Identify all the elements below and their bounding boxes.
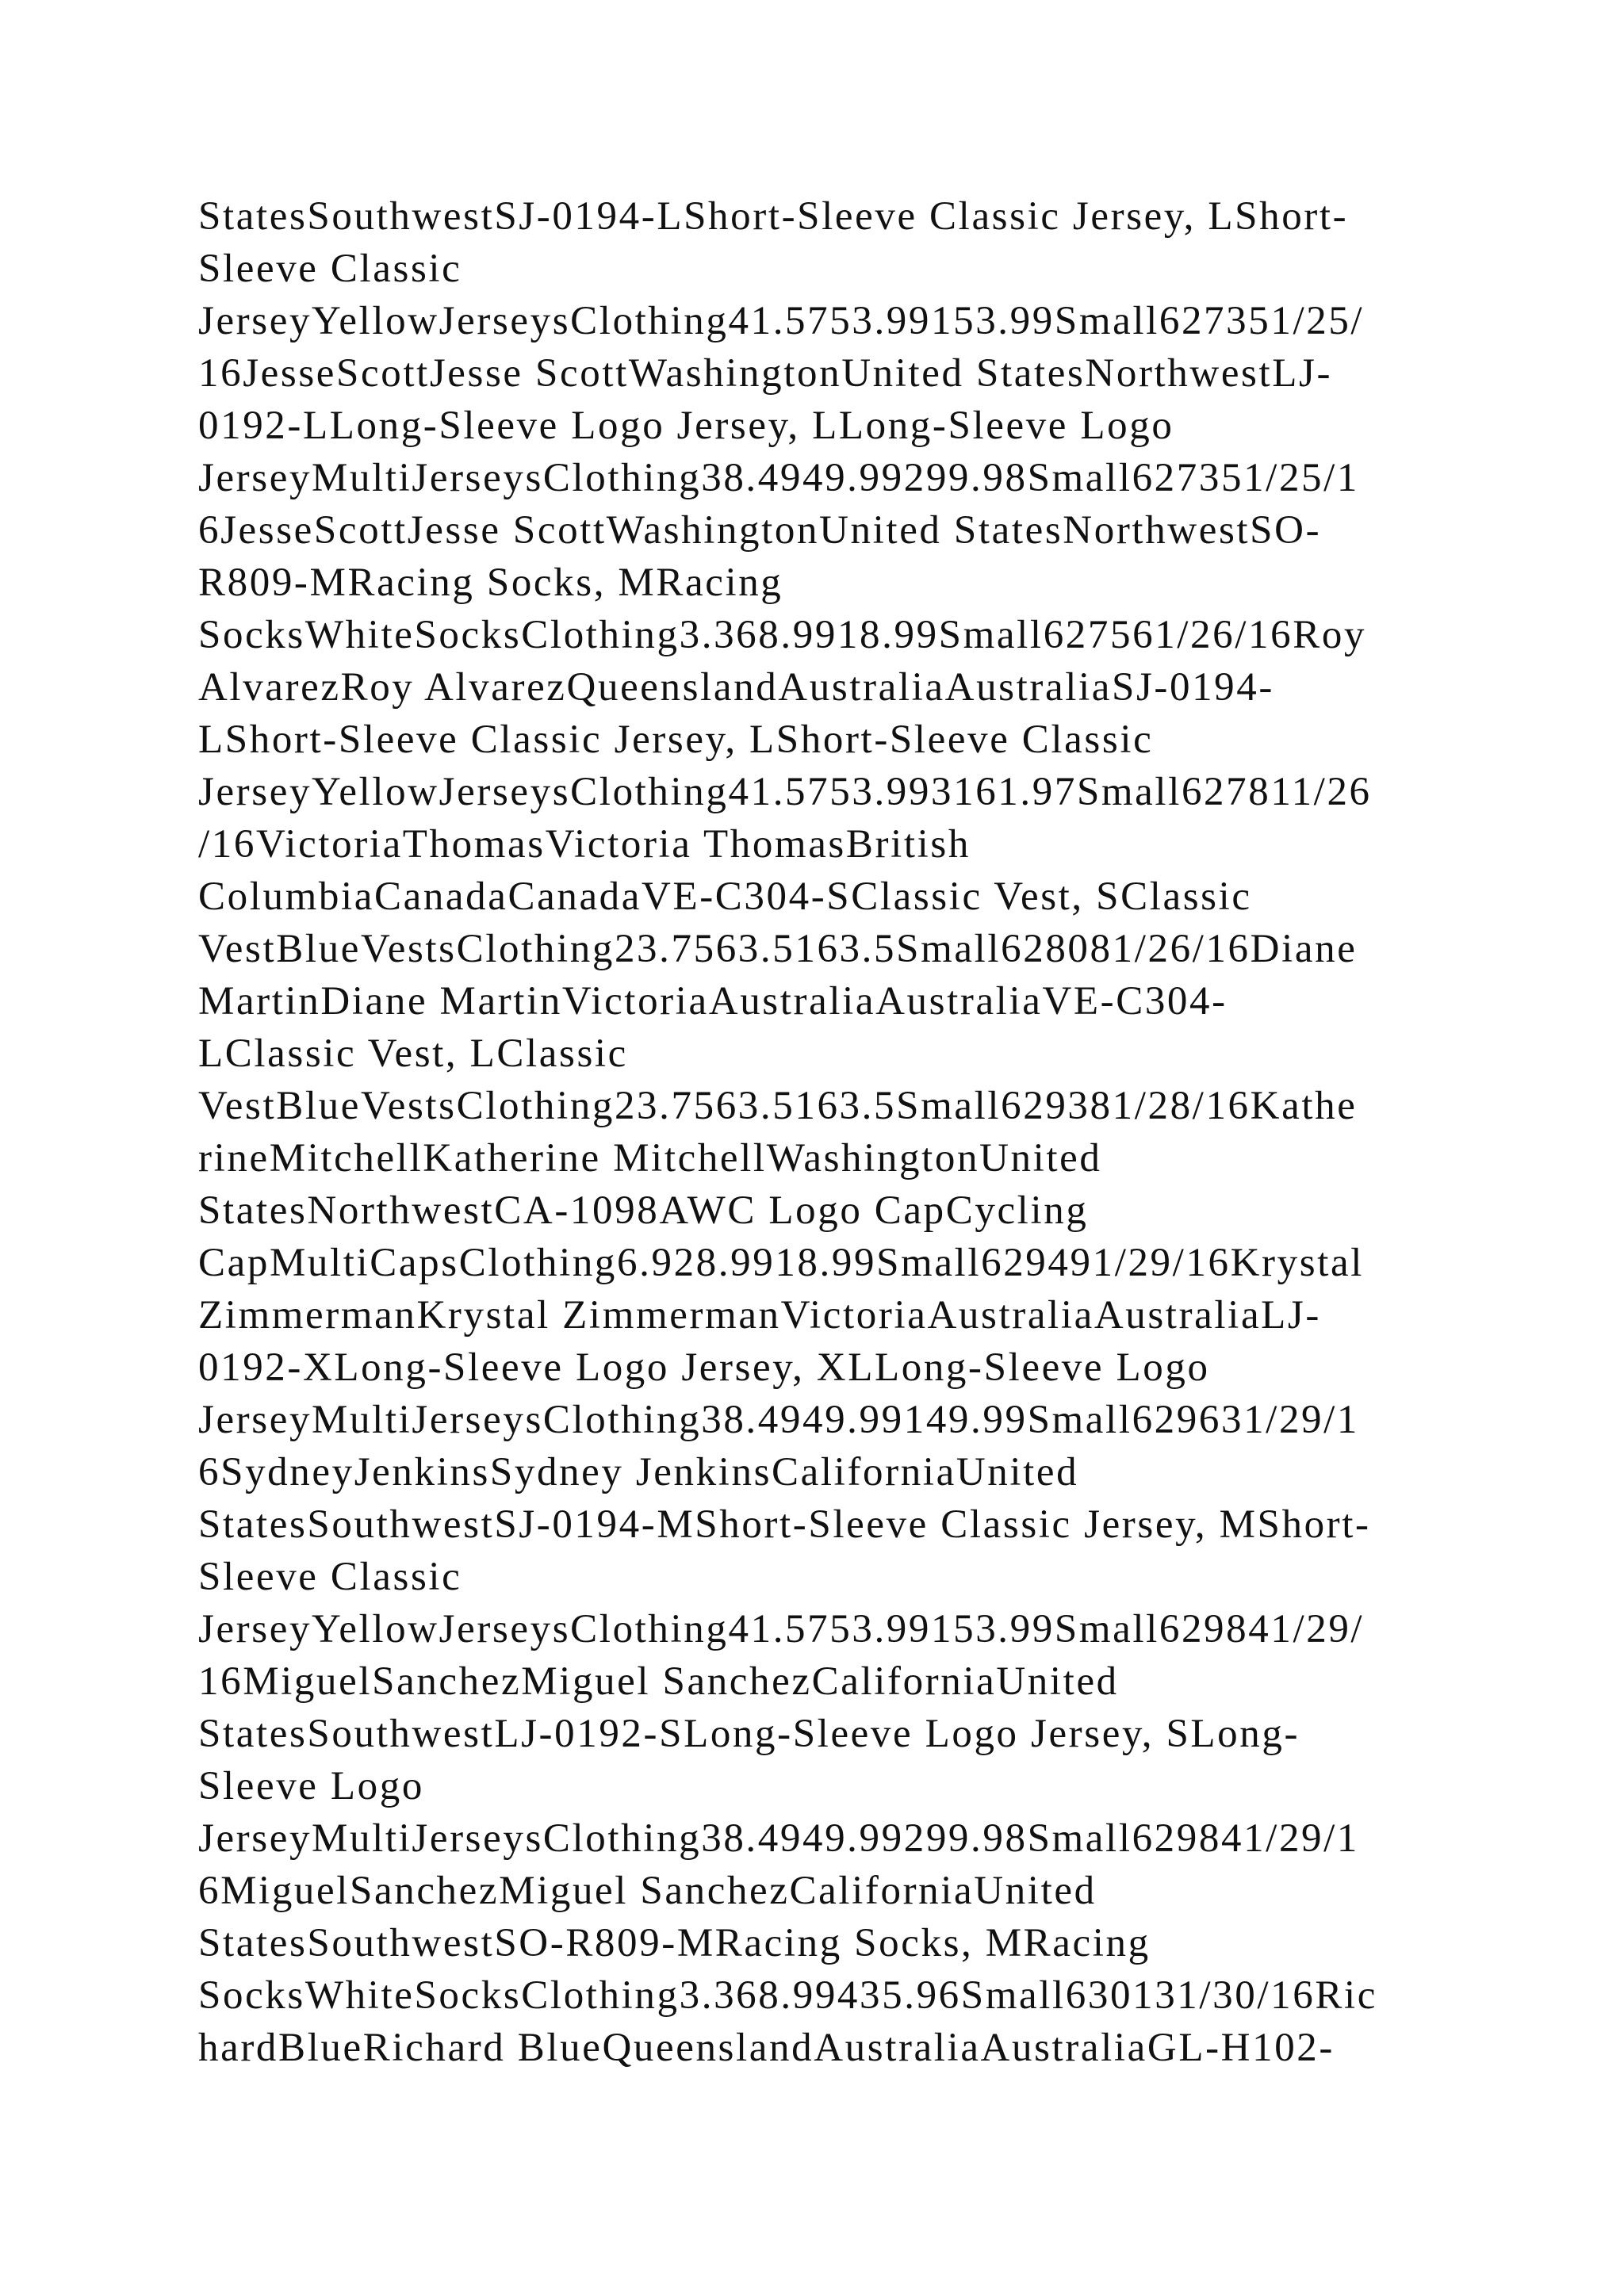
text-line: JerseyYellowJerseysClothing41.5753.99153.99Small627351/25/ — [198, 299, 1365, 343]
text-line: VestBlueVestsClothing23.7563.5163.5Small628081/26/16Diane — [198, 927, 1358, 971]
text-line: Sleeve Classic — [198, 1555, 462, 1599]
text-line: SocksWhiteSocksClothing3.368.99435.96Small630131/30/16Ric — [198, 1973, 1377, 2018]
text-line: 0192-XLong-Sleeve Logo Jersey, XLLong-Sleeve Logo — [198, 1345, 1210, 1390]
text-line: 16JesseScottJesse ScottWashingtonUnited StatesNorthwestLJ- — [198, 351, 1333, 396]
text-line: StatesSouthwestSJ-0194-LShort-Sleeve Classic Jersey, LShort- — [198, 194, 1349, 239]
text-line: JerseyYellowJerseysClothing41.5753.993161.97Small627811/26 — [198, 770, 1372, 814]
text-line: 6SydneyJenkinsSydney JenkinsCaliforniaUnited — [198, 1450, 1079, 1494]
text-line: Sleeve Logo — [198, 1764, 424, 1808]
document-text-block — [198, 190, 1467, 2074]
text-line: JerseyYellowJerseysClothing41.5753.99153.99Small629841/29/ — [198, 1607, 1365, 1651]
text-line: /16VictoriaThomasVictoria ThomasBritish — [198, 822, 971, 867]
text-line: ZimmermanKrystal ZimmermanVictoriaAustraliaAustraliaLJ- — [198, 1293, 1321, 1337]
text-line: rineMitchellKatherine MitchellWashingtonUnited — [198, 1136, 1102, 1181]
text-line: 6JesseScottJesse ScottWashingtonUnited StatesNorthwestSO- — [198, 508, 1322, 553]
text-line: JerseyMultiJerseysClothing38.4949.99149.99Small629631/29/1 — [198, 1398, 1360, 1442]
text-line: StatesSouthwestSO-R809-MRacing Socks, MRacing — [198, 1921, 1151, 1965]
text-line: hardBlueRichard BlueQueenslandAustraliaAustraliaGL-H102- — [198, 2026, 1335, 2070]
text-line: R809-MRacing Socks, MRacing — [198, 561, 783, 605]
text-line: VestBlueVestsClothing23.7563.5163.5Small629381/28/16Kathe — [198, 1084, 1358, 1128]
text-line: 0192-LLong-Sleeve Logo Jersey, LLong-Sleeve Logo — [198, 404, 1174, 448]
text-line: MartinDiane MartinVictoriaAustraliaAustraliaVE-C304- — [198, 979, 1228, 1024]
text-line: StatesNorthwestCA-1098AWC Logo CapCycling — [198, 1188, 1089, 1233]
text-line: 6MiguelSanchezMiguel SanchezCaliforniaUnited — [198, 1869, 1097, 1913]
text-line: Sleeve Classic — [198, 247, 462, 291]
text-line: AlvarezRoy AlvarezQueenslandAustraliaAustraliaSJ-0194- — [198, 665, 1274, 710]
text-line: LShort-Sleeve Classic Jersey, LShort-Sleeve Classic — [198, 718, 1154, 762]
text-line: JerseyMultiJerseysClothing38.4949.99299.98Small629841/29/1 — [198, 1816, 1360, 1861]
text-line: 16MiguelSanchezMiguel SanchezCaliforniaUnited — [198, 1659, 1119, 1704]
text-line: StatesSouthwestLJ-0192-SLong-Sleeve Logo Jersey, SLong- — [198, 1712, 1300, 1756]
text-line: StatesSouthwestSJ-0194-MShort-Sleeve Classic Jersey, MShort- — [198, 1502, 1371, 1547]
text-line: CapMultiCapsClothing6.928.9918.99Small629491/29/16Krystal — [198, 1241, 1364, 1285]
text-line: JerseyMultiJerseysClothing38.4949.99299.98Small627351/25/1 — [198, 456, 1360, 500]
text-line: ColumbiaCanadaCanadaVE-C304-SClassic Vest, SClassic — [198, 874, 1252, 919]
text-line: LClassic Vest, LClassic — [198, 1031, 628, 1076]
text-line: SocksWhiteSocksClothing3.368.9918.99Small627561/26/16Roy — [198, 613, 1367, 657]
